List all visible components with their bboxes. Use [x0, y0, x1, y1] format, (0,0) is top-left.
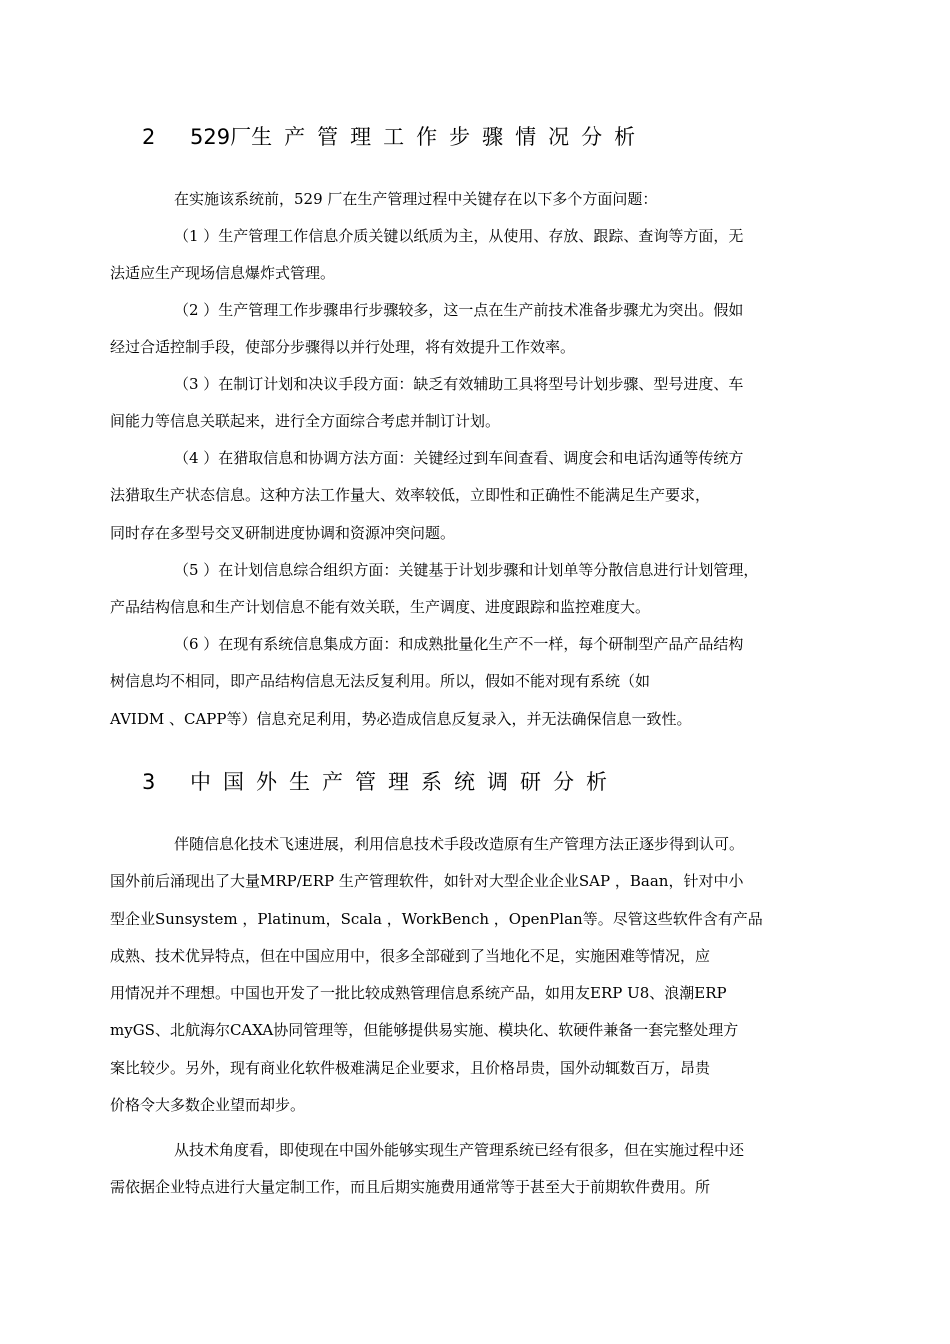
paragraph-line: 在实施该系统前，529 厂在生产管理过程中关键存在以下多个方面问题： [174, 190, 658, 208]
section-2-item-5 [110, 552, 814, 627]
paragraph-line: （2 ）生产管理工作步骤串行步骤较多，这一点在生产前技术准备步骤尤为突出。假如 [174, 301, 744, 319]
section-2-title: 生产管理工作步骤情况分析 [251, 125, 648, 149]
paragraph-line: 案比较少。另外，现有商业化软件极难满足企业要求，且价格昂贵，国外动辄数百万，昂贵 [110, 1058, 711, 1077]
paragraph-line: 需依据企业特点进行大量定制工作，而且后期实施费用通常等于甚至大于前期软件费用。所 [110, 1178, 711, 1197]
section-3-number: 3 [142, 770, 156, 794]
paragraph-line: 法猎取生产状态信息。这种方法工作量大、效率较低，立即性和正确性不能满足生产要求， [110, 486, 711, 505]
paragraph-line: 从技术角度看，即使现在中国外能够实现生产管理系统已经有很多，但在实施过程中还 [174, 1141, 745, 1159]
section-3-title: 中国外生产管理系统调研分析 [190, 770, 619, 794]
section-2-number: 2 [142, 125, 156, 149]
section-2-item-3 [110, 366, 814, 441]
section-2-item-1 [110, 218, 814, 293]
paragraph-line: AVIDM 、CAPP等）信息充足利用，势必造成信息反复录入，并无法确保信息一致性。 [110, 709, 692, 728]
paragraph-line: （3 ）在制订计划和决议手段方面：缺乏有效辅助工具将型号计划步骤、型号进度、车 [174, 375, 744, 393]
paragraph-line: 价格令大多数企业望而却步。 [110, 1096, 306, 1115]
paragraph-line: （1 ）生产管理工作信息介质关键以纸质为主，从使用、存放、跟踪、查询等方面，无 [174, 227, 744, 245]
section-3-paragraph-2 [110, 1132, 814, 1207]
paragraph-line: 法适应生产现场信息爆炸式管理。 [110, 264, 336, 283]
section-2-heading [142, 123, 647, 151]
section-2-item-6 [110, 626, 814, 738]
paragraph-line: myGS、北航海尔CAXA协同管理等，但能够提供易实施、模块化、软硬件兼备一套完整处理方 [110, 1021, 739, 1040]
section-3-heading [142, 768, 619, 796]
section-2-item-4 [110, 440, 814, 552]
paragraph-line: （5 ）在计划信息综合组织方面：关键基于计划步骤和计划单等分散信息进行计划管理， [174, 561, 759, 579]
section-3-paragraph-1 [110, 826, 814, 1124]
paragraph-line: 经过合适控制手段，使部分步骤得以并行处理，将有效提升工作效率。 [110, 338, 576, 357]
section-2-intro [142, 181, 814, 218]
paragraph-line: 产品结构信息和生产计划信息不能有效关联，生产调度、进度跟踪和监控难度大。 [110, 598, 651, 617]
paragraph-line: 同时存在多型号交叉研制进度协调和资源冲突问题。 [110, 523, 456, 542]
section-2-item-2 [110, 292, 814, 367]
paragraph-line: （6 ）在现有系统信息集成方面：和成熟批量化生产不一样，每个研制型产品产品结构 [174, 635, 744, 653]
section-2-title-prefix: 529厂 [190, 125, 252, 149]
paragraph-line: 间能力等信息关联起来，进行全方面综合考虑并制订计划。 [110, 412, 501, 431]
paragraph-line: 树信息均不相同，即产品结构信息无法反复利用。所以，假如不能对现有系统（如 [110, 672, 651, 691]
paragraph-line: 成熟、技术优异特点，但在中国应用中，很多全部碰到了当地化不足，实施困难等情况，应 [110, 946, 711, 965]
paragraph-line: 型企业Sunsystem ，Platinum，Scala ，WorkBench ，OpenPlan等。尽管这些软件含有产品 [110, 909, 763, 928]
paragraph-line: 用情况并不理想。中国也开发了一批比较成熟管理信息系统产品，如用友ERP U8、浪潮ERP [110, 984, 727, 1003]
paragraph-line: 伴随信息化技术飞速进展，利用信息技术手段改造原有生产管理方法正逐步得到认可。 [174, 835, 745, 853]
paragraph-line: （4 ）在猎取信息和协调方法方面：关键经过到车间查看、调度会和电话沟通等传统方 [174, 449, 744, 467]
paragraph-line: 国外前后涌现出了大量MRP/ERP 生产管理软件，如针对大型企业企业SAP ，Baan，针对中小 [110, 872, 744, 891]
